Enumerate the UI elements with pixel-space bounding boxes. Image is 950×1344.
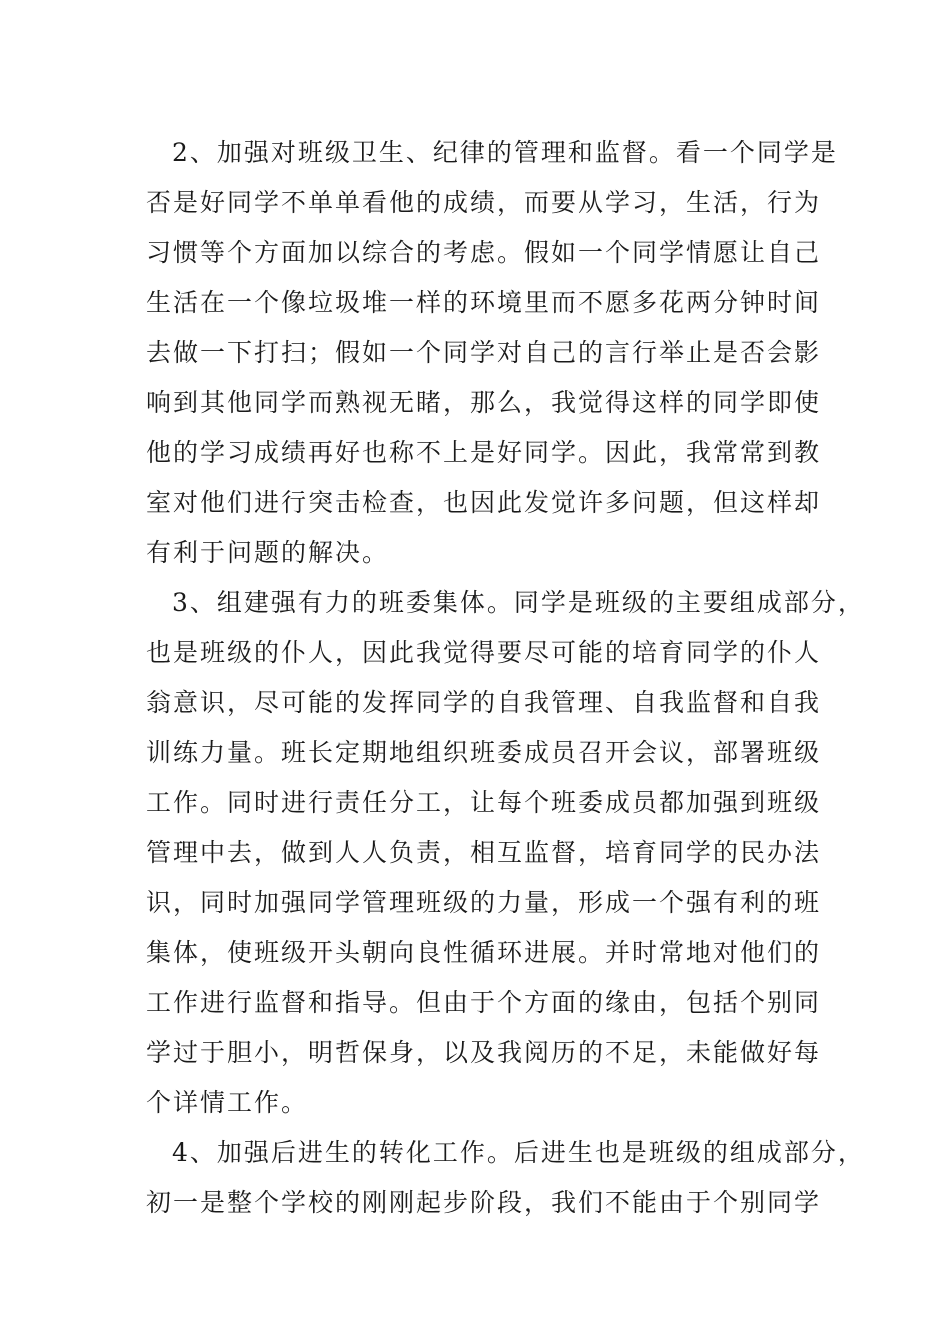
- paragraph-2-line-8: 室对他们进行突击检查，也因此发觉许多问题，但这样却: [146, 488, 822, 517]
- paragraph-4-line-2: 初一是整个学校的刚刚起步阶段，我们不能由于个别同学: [146, 1188, 822, 1217]
- paragraph-3-line-9: 工作进行监督和指导。但由于个方面的缘由，包括个别同: [146, 988, 822, 1017]
- paragraph-2-line-1: 2、加强对班级卫生、纪律的管理和监督。看一个同学是: [172, 138, 838, 167]
- paragraph-3-line-3: 翁意识，尽可能的发挥同学的自我管理、自我监督和自我: [146, 688, 822, 717]
- document-body: [146, 128, 865, 1228]
- paragraph-2-line-6: 响到其他同学而熟视无睹，那么，我觉得这样的同学即使: [146, 388, 822, 417]
- paragraph-2-line-2: 否是好同学不单单看他的成绩，而要从学习，生活，行为: [146, 188, 822, 217]
- paragraph-3-line-11: 个详情工作。: [146, 1088, 309, 1117]
- paragraph-3-line-4: 训练力量。班长定期地组织班委成员召开会议，部署班级: [146, 738, 822, 767]
- paragraph-2-line-5: 去做一下打扫；假如一个同学对自己的言行举止是否会影: [146, 338, 822, 367]
- paragraph-2-line-3: 习惯等个方面加以综合的考虑。假如一个同学情愿让自己: [146, 238, 822, 267]
- paragraph-3-line-7: 识，同时加强同学管理班级的力量，形成一个强有利的班: [146, 888, 822, 917]
- paragraph-3-line-8: 集体，使班级开头朝向良性循环进展。并时常地对他们的: [146, 938, 822, 967]
- paragraph-3-line-5: 工作。同时进行责任分工，让每个班委成员都加强到班级: [146, 788, 822, 817]
- paragraph-4-line-1: 4、加强后进生的转化工作。后进生也是班级的组成部分，: [172, 1138, 865, 1167]
- paragraph-2-line-4: 生活在一个像垃圾堆一样的环境里而不愿多花两分钟时间: [146, 288, 822, 317]
- paragraph-3-line-2: 也是班级的仆人，因此我觉得要尽可能的培育同学的仆人: [146, 638, 822, 667]
- paragraph-3-line-10: 学过于胆小，明哲保身，以及我阅历的不足，未能做好每: [146, 1038, 822, 1067]
- paragraph-3-line-6: 管理中去，做到人人负责，相互监督，培育同学的民办法: [146, 838, 822, 867]
- paragraph-2-line-9: 有利于问题的解决。: [146, 538, 390, 567]
- paragraph-2-line-7: 他的学习成绩再好也称不上是好同学。因此，我常常到教: [146, 438, 822, 467]
- paragraph-3-line-1: 3、组建强有力的班委集体。同学是班级的主要组成部分，: [172, 588, 865, 617]
